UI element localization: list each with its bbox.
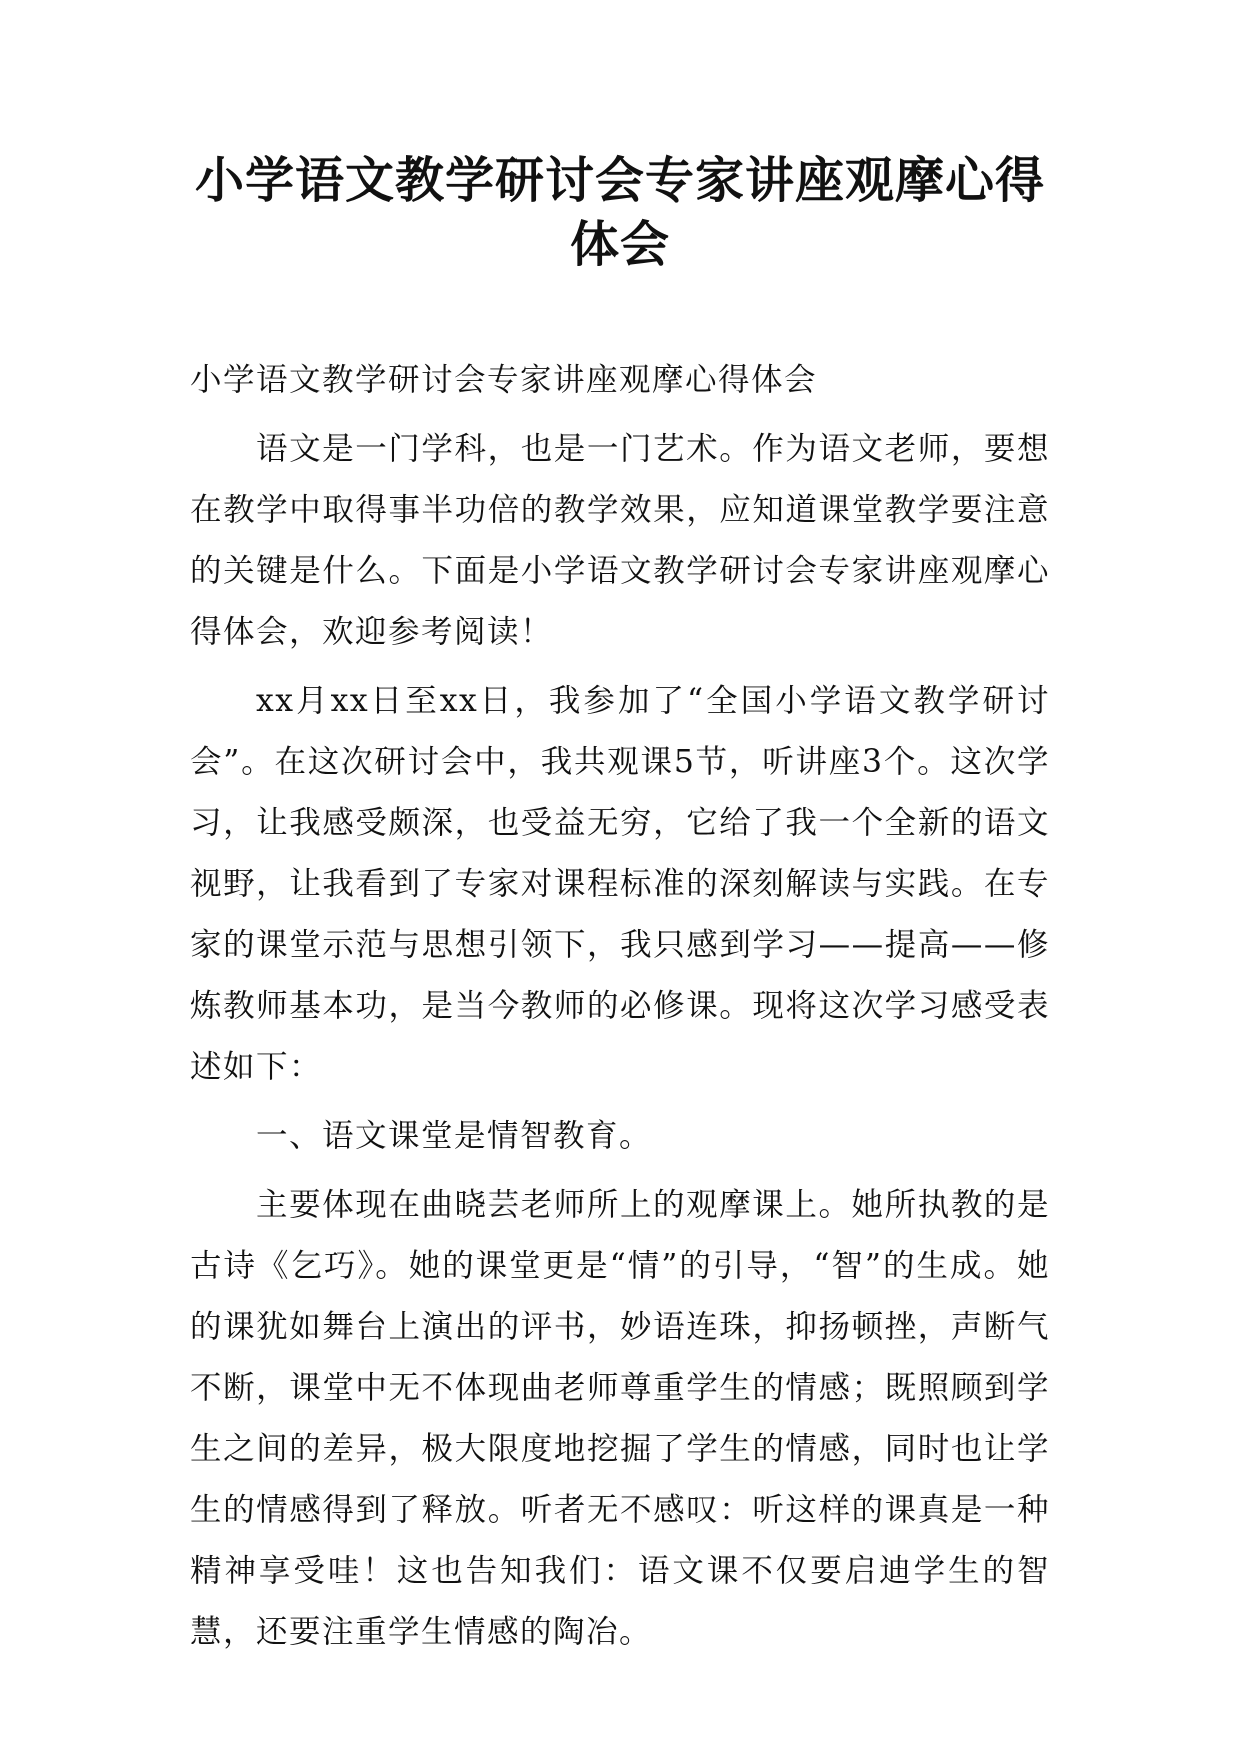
intro-paragraph: 语文是一门学科，也是一门艺术。作为语文老师，要想在教学中取得事半功倍的教学效果，应知道课堂教学要注意的关键是什么。下面是小学语文教学研讨会专家讲座观摩心得体会，欢迎参考阅读！ <box>190 431 1050 650</box>
section-heading: 一、语文课堂是情智教育。 <box>256 1118 653 1154</box>
body-paragraph: 主要体现在曲晓芸老师所上的观摩课上。她所执教的是古诗《乞巧》。她的课堂更是“情”的引导，“智”的生成。她的课犹如舞台上演出的评书，妙语连珠，抑扬顿挫，声断气不断，课堂中无不体现曲老师尊重学生的情感；既照顾到学生之间的差异，极大限度地挖掘了学生的情感，同时也让学生的情感得到了释放。听者无不感叹：听这样的课真是一种精神享受哇！这也告知我们：语文课不仅要启迪学生的智慧，还要注重学生情感的陶冶。 <box>190 1187 1050 1650</box>
subtitle-paragraph: 小学语文教学研讨会专家讲座观摩心得体会 <box>190 362 818 398</box>
document-title: 小学语文教学研讨会专家讲座观摩心得体会 <box>194 151 1045 273</box>
body-paragraph: xx月xx日至xx日，我参加了“全国小学语文教学研讨会”。在这次研讨会中，我共观课5节，听讲座3个。这次学习，让我感受颇深，也受益无穷，它给了我一个全新的语文视野，让我看到了专家对课程标准的深刻解读与实践。在专家的课堂示范与思想引领下，我只感到学习——提高——修炼教师基本功，是当今教师的必修课。现将这次学习感受表述如下： <box>190 683 1050 1085</box>
document-body <box>190 350 1050 1671</box>
